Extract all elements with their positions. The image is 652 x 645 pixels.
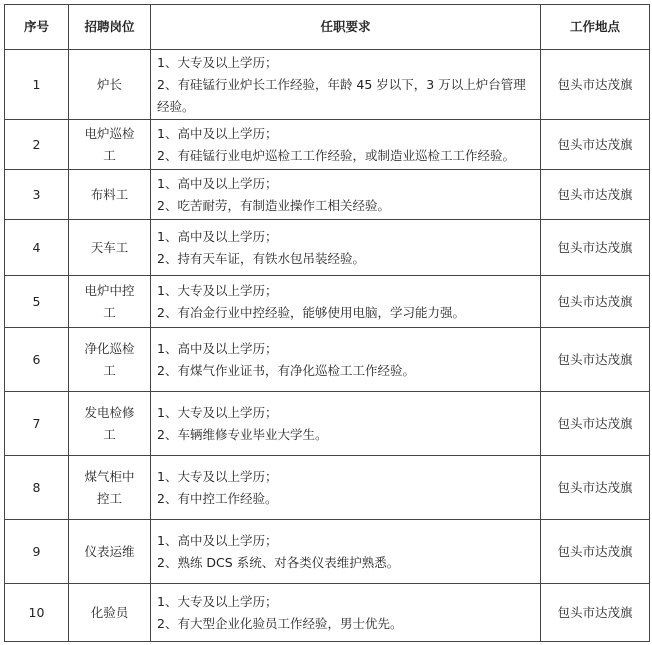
- row-requirements: 1、高中及以上学历； 2、有硅锰行业电炉巡检工工作经验，或制造业巡检工工作经验。: [151, 120, 541, 170]
- table-row: [5, 120, 650, 170]
- table-row: [5, 584, 650, 642]
- row-requirements: 1、高中及以上学历； 2、熟练 DCS 系统、对各类仪表维护熟悉。: [151, 520, 541, 584]
- table-row: [5, 328, 650, 392]
- row-position: 天车工: [69, 220, 151, 276]
- row-location: 包头市达茂旗: [541, 456, 650, 520]
- table-row: [5, 170, 650, 220]
- row-location: 包头市达茂旗: [541, 170, 650, 220]
- row-position: 仪表运维: [69, 520, 151, 584]
- row-position: 化验员: [69, 584, 151, 642]
- table-row: [5, 456, 650, 520]
- table-row: [5, 50, 650, 120]
- row-requirements: 1、大专及以上学历； 2、有冶金行业中控经验，能够使用电脑，学习能力强。: [151, 276, 541, 328]
- row-index: 8: [5, 456, 69, 520]
- table-row: [5, 220, 650, 276]
- row-index: 2: [5, 120, 69, 170]
- table-row: [5, 276, 650, 328]
- row-index: 3: [5, 170, 69, 220]
- row-index: 10: [5, 584, 69, 642]
- row-position: 布料工: [69, 170, 151, 220]
- row-location: 包头市达茂旗: [541, 120, 650, 170]
- row-requirements: 1、大专及以上学历； 2、有大型企业化验员工作经验，男士优先。: [151, 584, 541, 642]
- header-location: 工作地点: [541, 5, 650, 50]
- row-position: 电炉中控工: [69, 276, 151, 328]
- row-location: 包头市达茂旗: [541, 392, 650, 456]
- row-position: 发电检修工: [69, 392, 151, 456]
- row-index: 6: [5, 328, 69, 392]
- row-position: 煤气柜中控工: [69, 456, 151, 520]
- header-index: 序号: [5, 5, 69, 50]
- row-index: 4: [5, 220, 69, 276]
- header-requirements: 任职要求: [151, 5, 541, 50]
- row-position: 电炉巡检工: [69, 120, 151, 170]
- row-requirements: 1、高中及以上学历； 2、有煤气作业证书，有净化巡检工工作经验。: [151, 328, 541, 392]
- header-position: 招聘岗位: [69, 5, 151, 50]
- row-position: 净化巡检工: [69, 328, 151, 392]
- row-index: 9: [5, 520, 69, 584]
- row-position: 炉长: [69, 50, 151, 120]
- row-location: 包头市达茂旗: [541, 50, 650, 120]
- row-location: 包头市达茂旗: [541, 520, 650, 584]
- table-row: [5, 520, 650, 584]
- table-header-row: [5, 5, 650, 50]
- row-index: 5: [5, 276, 69, 328]
- job-requirements-table: [4, 4, 650, 642]
- row-requirements: 1、大专及以上学历； 2、有中控工作经验。: [151, 456, 541, 520]
- row-location: 包头市达茂旗: [541, 328, 650, 392]
- row-index: 1: [5, 50, 69, 120]
- row-location: 包头市达茂旗: [541, 584, 650, 642]
- row-requirements: 1、大专及以上学历； 2、有硅锰行业炉长工作经验，年龄 45 岁以下，3 万以上炉台管理经验。: [151, 50, 541, 120]
- row-location: 包头市达茂旗: [541, 220, 650, 276]
- row-requirements: 1、高中及以上学历； 2、吃苦耐劳，有制造业操作工相关经验。: [151, 170, 541, 220]
- row-location: 包头市达茂旗: [541, 276, 650, 328]
- row-requirements: 1、高中及以上学历； 2、持有天车证，有铁水包吊装经验。: [151, 220, 541, 276]
- row-requirements: 1、大专及以上学历； 2、车辆维修专业毕业大学生。: [151, 392, 541, 456]
- row-index: 7: [5, 392, 69, 456]
- table-row: [5, 392, 650, 456]
